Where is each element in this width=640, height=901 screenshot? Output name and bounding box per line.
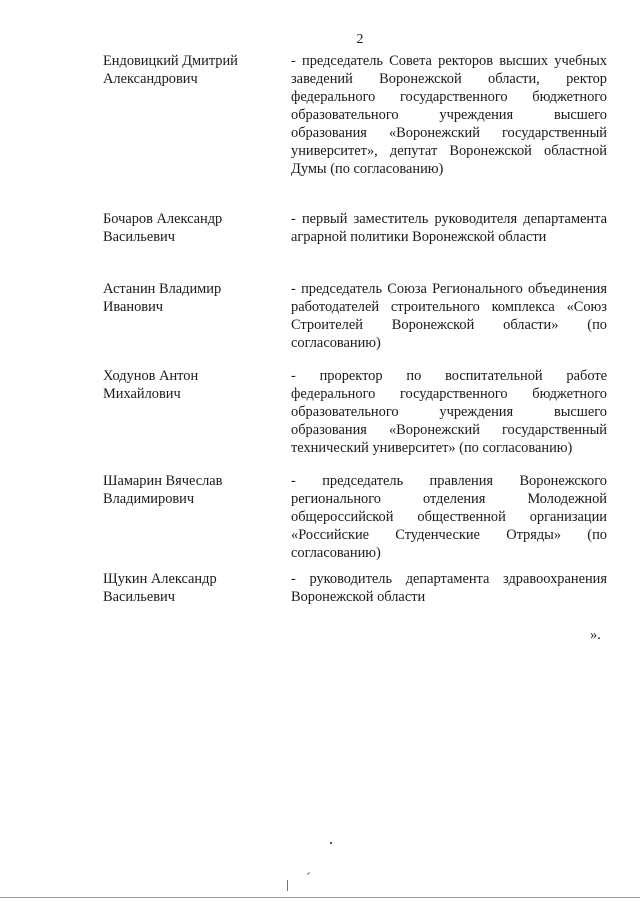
- member-role: - председатель Союза Регионального объединения работодателей строительного комплекса «Союз Строителей Воронежской области» (по согласованию): [291, 281, 607, 351]
- scan-speck: [287, 880, 288, 891]
- page-edge-line: [0, 897, 640, 898]
- member-row: [103, 367, 607, 472]
- member-name: Ендовицкий Дмитрий Александрович: [103, 53, 238, 87]
- member-role: - проректор по воспитательной работе федерального государственного бюджетного образовательного учреждения высшего образования «Воронежский государственный технический университет» (по согласованию): [291, 368, 607, 456]
- member-row: [103, 210, 607, 280]
- member-row: [103, 570, 607, 630]
- page-number: 2: [356, 32, 364, 47]
- member-row: [103, 472, 607, 570]
- members-list: [103, 52, 607, 630]
- member-role: - руководитель департамента здравоохранения Воронежской области: [291, 571, 607, 605]
- member-name: Щукин Александр Васильевич: [103, 571, 217, 605]
- member-role: - первый заместитель руководителя департамента аграрной политики Воронежской области: [291, 211, 607, 245]
- member-name: Ходунов Антон Михайлович: [103, 368, 199, 402]
- member-name: Астанин Владимир Иванович: [103, 281, 222, 315]
- scan-speck: [307, 872, 310, 875]
- member-role: - председатель Совета ректоров высших учебных заведений Воронежской области, ректор федерального государственного бюджетного образовательного учреждения высшего образования «Воронежский государственный университет», депутат Воронежской областной Думы (по согласованию): [291, 53, 607, 177]
- member-name: Шамарин Вячеслав Владимирович: [103, 473, 223, 507]
- scan-speck: [330, 842, 332, 844]
- member-row: [103, 280, 607, 367]
- member-role: - председатель правления Воронежского регионального отделения Молодежной общероссийской общественной организации «Российские Студенческие Отряды» (по согласованию): [291, 473, 607, 561]
- member-name: Бочаров Александр Васильевич: [103, 211, 223, 245]
- closing-quote-mark: ».: [590, 627, 601, 643]
- member-row: [103, 52, 607, 210]
